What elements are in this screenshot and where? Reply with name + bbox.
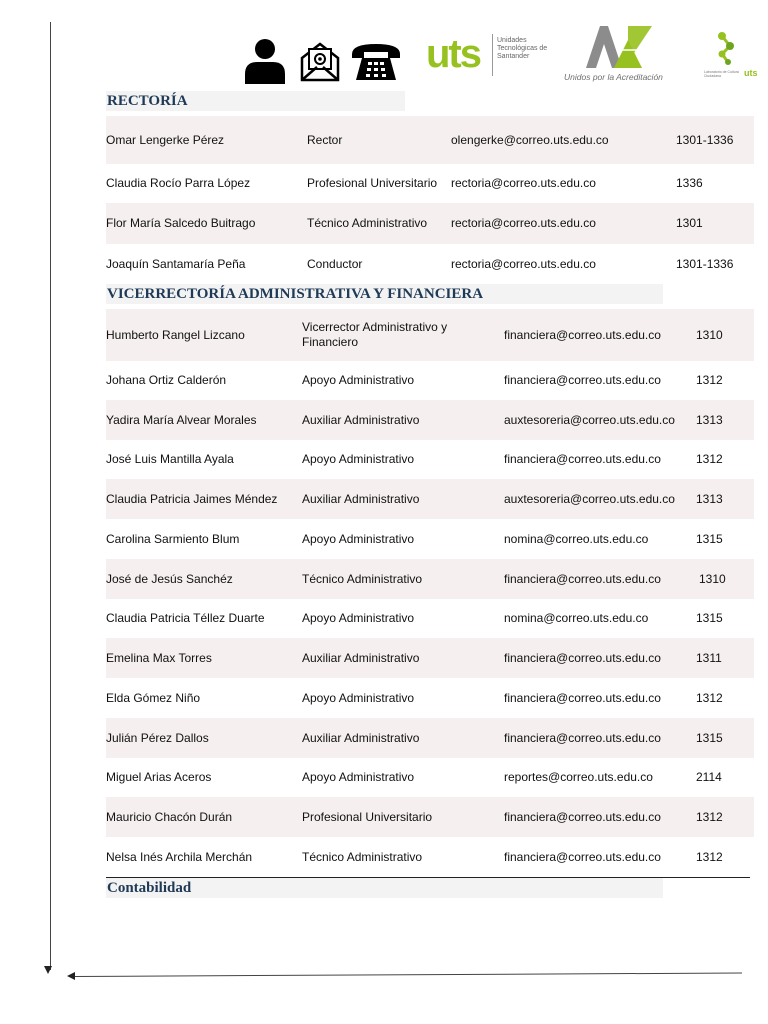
uts-logo-separator: [492, 34, 493, 76]
laboratory-text: Laboratorio de Cultura Ciudadana: [704, 70, 739, 78]
cell-name: Julián Pérez Dallos: [106, 730, 209, 745]
cell-extension: 1315: [696, 531, 723, 546]
cell-position: Profesional Universitario: [307, 176, 438, 190]
table-row: [106, 479, 754, 519]
cell-name: Mauricio Chacón Durán: [106, 809, 233, 824]
uts-logo-word: uts: [426, 32, 480, 76]
cell-extension: 1301: [676, 216, 703, 230]
table-row: [106, 599, 754, 638]
cell-email[interactable]: financiera@correo.uts.edu.co: [504, 809, 661, 824]
cell-extension: 1301-1336: [676, 132, 734, 147]
molecule-icon: [700, 30, 740, 68]
cell-email[interactable]: auxtesoreria@correo.uts.edu.co: [504, 491, 675, 506]
cell-email[interactable]: nomina@correo.uts.edu.co: [504, 531, 649, 546]
section-divider: [106, 877, 750, 878]
cell-extension: 2114: [696, 770, 722, 784]
section-title-contabilidad: Contabilidad: [106, 878, 663, 898]
cell-position: Vicerrector Administrativo y Financiero: [302, 320, 448, 349]
table-row: [106, 638, 754, 678]
cell-name: Flor María Salcedo Buitrago: [106, 216, 256, 230]
cell-name: Omar Lengerke Pérez: [106, 132, 225, 147]
laboratory-logo: [700, 30, 762, 82]
cell-email[interactable]: financiera@correo.uts.edu.co: [504, 849, 661, 864]
down-arrow-icon: [44, 966, 52, 974]
cell-name: Joaquín Santamaría Peña: [106, 256, 246, 271]
table-row: [106, 797, 754, 837]
cell-position: Apoyo Administrativo: [302, 452, 415, 466]
cell-extension: 1313: [696, 412, 723, 427]
cell-email[interactable]: rectoria@correo.uts.edu.co: [451, 176, 596, 190]
cell-position: Auxiliar Administrativo: [302, 650, 420, 665]
table-row: [106, 244, 754, 284]
cell-position: Apoyo Administrativo: [302, 373, 415, 387]
cell-email[interactable]: rectoria@correo.uts.edu.co: [451, 216, 596, 230]
cell-email[interactable]: nomina@correo.uts.edu.co: [504, 611, 649, 625]
table-row: [106, 400, 754, 440]
cell-name: Emelina Max Torres: [106, 650, 212, 665]
table-row: [106, 440, 754, 479]
cell-extension: 1315: [696, 730, 723, 745]
cell-email[interactable]: auxtesoreria@correo.uts.edu.co: [504, 412, 675, 427]
cell-name: Johana Ortiz Calderón: [106, 373, 227, 387]
cell-extension: 1301-1336: [676, 256, 734, 271]
cell-extension: 1310: [696, 327, 723, 342]
cell-position: Auxiliar Administrativo: [302, 730, 420, 745]
mail-icon: [300, 40, 340, 82]
cell-extension: 1312: [696, 849, 723, 864]
cell-extension: 1312: [696, 452, 723, 466]
cell-email[interactable]: rectoria@correo.uts.edu.co: [451, 256, 596, 271]
table-row: [106, 116, 754, 164]
cell-name: Carolina Sarmiento Blum: [106, 531, 240, 546]
table-row: [106, 758, 754, 797]
table-row: [106, 519, 754, 559]
cell-position: Técnico Administrativo: [307, 216, 428, 230]
table-row: [106, 361, 754, 400]
accreditation-logo: [560, 22, 672, 86]
cell-extension: 1312: [696, 809, 723, 824]
margin-vertical-line: [50, 22, 51, 970]
cell-email[interactable]: olengerke@correo.uts.edu.co: [451, 132, 609, 147]
table-row: [106, 309, 754, 361]
cell-extension: 1336: [676, 176, 703, 190]
section-title-vicerrectoria: VICERRECTORÍA ADMINISTRATIVA Y FINANCIERA: [106, 284, 663, 304]
left-arrow-icon: [67, 972, 75, 980]
accreditation-tagline: Unidos por la Acreditación: [564, 72, 663, 82]
cell-extension: 1313: [696, 491, 723, 506]
margin-horizontal-line: [74, 973, 742, 977]
cell-position: Conductor: [307, 256, 363, 271]
cell-email[interactable]: financiera@correo.uts.edu.co: [504, 452, 661, 466]
cell-email[interactable]: financiera@correo.uts.edu.co: [504, 327, 661, 342]
cell-position: Apoyo Administrativo: [302, 770, 415, 784]
cell-extension: 1311: [696, 650, 722, 665]
cell-extension: 1312: [696, 373, 723, 387]
uts-logo-subtitle: Unidades Tecnológicas de Santander: [497, 37, 548, 60]
cell-email[interactable]: reportes@correo.uts.edu.co: [504, 770, 653, 784]
cell-name: Nelsa Inés Archila Merchán: [106, 849, 253, 864]
cell-name: Claudia Patricia Téllez Duarte: [106, 611, 265, 625]
cell-name: Claudia Rocío Parra López: [106, 176, 251, 190]
accreditation-mark-icon: [560, 22, 672, 74]
table-row: [106, 164, 754, 203]
cell-name: José Luis Mantilla Ayala: [106, 452, 234, 466]
cell-position: Apoyo Administrativo: [302, 611, 415, 625]
uts-logo: [426, 30, 550, 82]
cell-position: Rector: [307, 132, 343, 147]
cell-email[interactable]: financiera@correo.uts.edu.co: [504, 730, 661, 745]
cell-extension: 1312: [696, 690, 723, 705]
person-icon: [244, 38, 286, 84]
cell-extension: 1315: [696, 611, 723, 625]
cell-name: Yadira María Alvear Morales: [106, 412, 257, 427]
cell-name: Humberto Rangel Lizcano: [106, 327, 245, 342]
cell-email[interactable]: financiera@correo.uts.edu.co: [504, 373, 661, 387]
laboratory-brand: uts: [744, 68, 758, 78]
table-row: [106, 718, 754, 758]
cell-email[interactable]: financiera@correo.uts.edu.co: [504, 690, 661, 705]
cell-position: Auxiliar Administrativo: [302, 491, 420, 506]
cell-position: Apoyo Administrativo: [302, 531, 415, 546]
table-row: [106, 837, 754, 877]
cell-position: Apoyo Administrativo: [302, 690, 415, 705]
cell-position: Técnico Administrativo: [302, 849, 423, 864]
telephone-icon: [350, 40, 402, 82]
table-row: [106, 203, 754, 244]
table-row: [106, 678, 754, 718]
cell-position: Auxiliar Administrativo: [302, 412, 420, 427]
cell-extension: 1310: [699, 571, 726, 586]
cell-email[interactable]: financiera@correo.uts.edu.co: [504, 571, 661, 586]
table-row: [106, 559, 754, 599]
cell-name: José de Jesús Sanchéz: [106, 571, 233, 586]
cell-position: Técnico Administrativo: [302, 571, 423, 586]
cell-name: Miguel Arias Aceros: [106, 770, 212, 784]
cell-name: Claudia Patricia Jaimes Méndez: [106, 491, 278, 506]
cell-email[interactable]: financiera@correo.uts.edu.co: [504, 650, 661, 665]
cell-position: Profesional Universitario: [302, 809, 433, 824]
section-title-rectoria: RECTORÍA: [106, 91, 405, 111]
cell-name: Elda Gómez Niño: [106, 690, 201, 705]
